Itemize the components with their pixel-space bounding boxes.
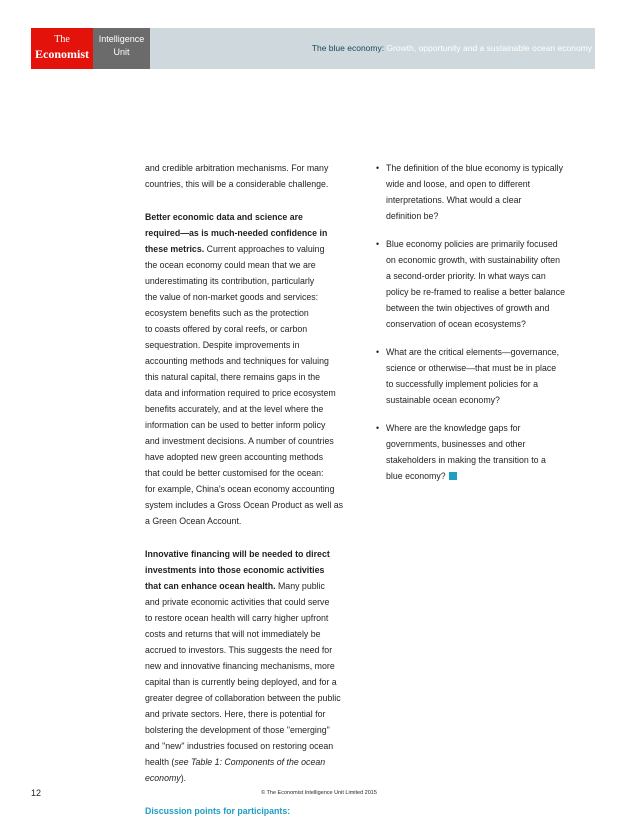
- text-line: system includes a Gross Ocean Product as well as: [145, 500, 344, 510]
- text-line: ).: [180, 773, 187, 783]
- text-line: to successfully implement policies for a: [386, 379, 539, 389]
- report-title-part1: The blue economy:: [311, 43, 385, 53]
- economist-logo-line1: The: [54, 34, 70, 45]
- bold-lead: Innovative financing will be needed to direct: [145, 549, 330, 559]
- text-line: that could be better customised for the ocean:: [145, 468, 324, 478]
- discussion-bullet: [376, 236, 596, 332]
- text-line: Blue economy policies are primarily focused: [386, 239, 558, 249]
- text-line: and private economic activities that could serve: [145, 597, 330, 607]
- bullet-icon: •: [376, 163, 380, 173]
- text-line: Many public: [275, 581, 325, 591]
- discussion-bullet: [376, 420, 596, 484]
- paragraph-arbitration: [145, 160, 363, 192]
- text-line: a Green Ocean Account.: [145, 516, 242, 526]
- right-column: [376, 160, 596, 496]
- text-line: sequestration. Despite improvements in: [145, 340, 300, 350]
- text-line: Where are the knowledge gaps for: [386, 423, 521, 433]
- text-line: wide and loose, and open to different: [386, 179, 531, 189]
- bullet-icon: •: [376, 347, 380, 357]
- text-line: Current approaches to valuing: [204, 244, 325, 254]
- text-line: science or otherwise—that must be in place: [386, 363, 557, 373]
- text-line: capital than is currently being deployed, and for a: [145, 677, 337, 687]
- economist-logo-line2: Economist: [35, 47, 89, 61]
- text-line: countries, this will be a considerable challenge.: [145, 179, 329, 189]
- bold-lead: Better economic data and science are: [145, 212, 303, 222]
- text-line: accrued to investors. This suggests the need for: [145, 645, 333, 655]
- bold-lead: these metrics.: [145, 244, 205, 254]
- report-title-part2: Growth, opportunity and a sustainable ocean economy: [384, 43, 592, 53]
- eiu-logo-line1: Intelligence: [98, 34, 145, 44]
- bold-lead: that can enhance ocean health.: [145, 581, 276, 591]
- text-line: a second-order priority. In what ways can: [386, 271, 546, 281]
- discussion-bullet: [376, 344, 596, 408]
- text-line: and credible arbitration mechanisms. For many: [145, 163, 329, 173]
- text-line: definition be?: [386, 211, 439, 221]
- eiu-logo-line2: Unit: [113, 47, 130, 57]
- page-header: [31, 28, 595, 69]
- left-column: [145, 160, 363, 819]
- text-line: between the twin objectives of growth and: [386, 303, 550, 313]
- text-line: this natural capital, there remains gaps in the: [145, 372, 321, 382]
- report-title: [312, 43, 592, 53]
- text-line: costs and returns that will not immediately be: [145, 629, 321, 639]
- text-line: policy be re-framed to realise a better balance: [386, 287, 565, 297]
- text-line: blue economy?: [386, 471, 446, 481]
- paragraph-innovative-financing: [145, 546, 363, 786]
- text-line: to coasts offered by coral reefs, or carbon: [145, 324, 308, 334]
- discussion-bullet: [376, 160, 596, 224]
- text-line: to restore ocean health will carry higher upfront: [145, 613, 329, 623]
- text-line: and investment decisions. A number of countries: [145, 436, 334, 446]
- text-line: What are the critical elements—governance,: [386, 347, 560, 357]
- text-line: and private sectors. Here, there is potential for: [145, 709, 326, 719]
- text-line: new and innovative financing mechanisms, more: [145, 661, 335, 671]
- bullet-icon: •: [376, 239, 380, 249]
- text-line: accounting methods and techniques for valuing: [145, 356, 329, 366]
- bold-lead: investments into those economic activities: [145, 565, 325, 575]
- text-line: data and information required to price ecosystem: [145, 388, 336, 398]
- text-line: conservation of ocean ecosystems?: [386, 319, 526, 329]
- text-line: for example, China's ocean economy accounting: [145, 484, 335, 494]
- end-square-icon: [449, 472, 457, 480]
- economist-logo: [31, 28, 93, 69]
- text-line: interpretations. What would a clear: [386, 195, 522, 205]
- bullet-icon: •: [376, 423, 380, 433]
- table-reference: see Table 1: Components of the ocean: [174, 757, 326, 767]
- text-line: governments, businesses and other: [386, 439, 526, 449]
- text-line: stakeholders in making the transition to a: [386, 455, 546, 465]
- eiu-logo: [93, 28, 150, 69]
- bold-lead: required—as is much-needed confidence in: [145, 228, 328, 238]
- text-line: ecosystem benefits such as the protection: [145, 308, 309, 318]
- text-line: benefits accurately, and at the level where the: [145, 404, 324, 414]
- text-line: have adopted new green accounting methods: [145, 452, 324, 462]
- text-line: health (: [145, 757, 175, 767]
- page-number: 12: [31, 788, 42, 798]
- table-reference: economy: [145, 773, 181, 783]
- paragraph-economic-data: [145, 209, 363, 529]
- copyright-notice: © The Economist Intelligence Unit Limited 2015: [261, 790, 377, 796]
- text-line: bolstering the development of those "emerging": [145, 725, 330, 735]
- text-line: and "new" industries focused on restoring ocean: [145, 741, 334, 751]
- text-line: the ocean economy could mean that we are: [145, 260, 316, 270]
- text-line: underestimating its contribution, particularly: [145, 276, 315, 286]
- text-line: sustainable ocean economy?: [386, 395, 500, 405]
- text-line: greater degree of collaboration between the public: [145, 693, 341, 703]
- text-line: on economic growth, with sustainability often: [386, 255, 561, 265]
- text-line: the value of non-market goods and services:: [145, 292, 319, 302]
- text-line: information can be used to better inform policy: [145, 420, 326, 430]
- discussion-points-heading: Discussion points for participants:: [145, 806, 291, 816]
- text-line: The definition of the blue economy is typically: [386, 163, 564, 173]
